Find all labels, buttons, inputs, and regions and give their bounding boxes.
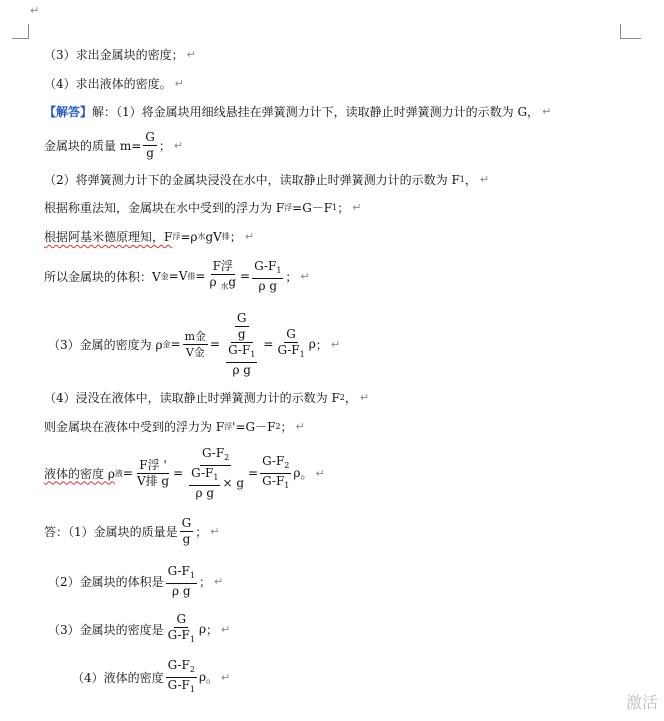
answer-3-label: （3）金属块的密度是: [48, 622, 164, 637]
solution-tag: 【解答】: [44, 105, 93, 119]
solution-intro-line: [44, 103, 551, 120]
step-2-line: （2）将弹簧测力计下的金属块浸没在水中，读取静止时弹簧测力计的示数为 F 1 ， ↵: [44, 173, 490, 187]
answer-1-fraction: $\frac{G}{g}$: [181, 515, 192, 546]
archimedes-text: 根据阿基米德原理知，F: [44, 230, 173, 244]
answer-3-line: （3）金属块的密度是 $\frac{G}{G-F_1}$ ρ ； ↵: [48, 611, 231, 644]
paragraph-mark: ↵: [221, 670, 231, 684]
metal-density-line: （3）金属的密度为 ρ 金 = $\frac{\text{m金}}{\text{V金}}$ = $\frac{\frac{G}{g}}{\frac{G-F_1}{\text{ρ g}}}$ = $\frac{G}{G-F_1}$ ρ ； ↵: [48, 310, 341, 377]
answer-4-fraction: $\frac{G-F_2}{G-F_1}$: [167, 657, 195, 694]
mass-fraction: $\frac{G}{g}$: [145, 129, 155, 160]
paragraph-mark: ↵: [359, 391, 370, 404]
paragraph-mark: ↵: [300, 269, 310, 283]
step-4-line: （4）浸没在液体中，读取静止时弹簧测力计的示数为 F 2 ， ↵: [44, 391, 370, 405]
answer-2-line: （2）金属块的体积是 $\frac{G-F_1}{\text{ρ g}}$ ； ↵: [48, 563, 224, 598]
buoyancy-liquid-line: 则金属块在液体中受到的浮力为 F 浮 '=G－F 2 ； ↵: [44, 420, 305, 434]
step-2-text: （2）将弹簧测力计下的金属块浸没在水中，读取静止时弹簧测力计的示数为 F: [44, 173, 460, 187]
answer-4-label: （4）液体的密度: [72, 670, 164, 685]
paragraph-mark: ↵: [186, 48, 196, 61]
answer-1-label: 答：（1）金属块的质量是: [44, 524, 178, 539]
question-3-text: （3）求出金属块的密度；: [44, 48, 184, 62]
paragraph-mark: ↵: [174, 77, 184, 90]
answer-4-line: （4）液体的密度 $\frac{G-F_2}{G-F_1}$ ρ 。 ↵: [72, 657, 231, 694]
paragraph-mark: ↵: [479, 173, 490, 186]
paragraph-mark: ↵: [352, 201, 362, 214]
solution-intro-text: 解：（1）将金属块用细线悬挂在弹簧测力计下，读取静止时弹簧测力计的示数为 G，: [92, 105, 540, 119]
answer-3-fraction: $\frac{G}{G-F_1}$: [167, 611, 195, 644]
paragraph-mark: ↵: [210, 524, 220, 538]
archimedes-line: 根据阿基米德原理知，F 浮 =ρ 水 gV 排 ； ↵: [44, 229, 255, 244]
mass-line: 金属块的质量 m= $\frac{G}{g}$ ； ↵: [44, 129, 184, 160]
paragraph-mark: ↵: [542, 105, 552, 118]
activation-watermark: 激活: [626, 693, 659, 712]
paragraph-mark: ↵: [330, 337, 341, 351]
paragraph-mark: ↵: [244, 230, 255, 243]
liquid-density-line: 液体的密度 ρ 液 = $\frac{\text{F浮 '}}{\text{V排 g}}$ = $G-F_2$ $\frac{G-F_1}{\text{ρ g}}$ × g = $\frac{G-F_2}{G-F_1}$ ρ 。 ↵: [44, 445, 325, 500]
density-result-fraction: $\frac{G}{G-F_1}$: [277, 326, 305, 359]
question-4-line: [44, 75, 184, 92]
page-corner-marker-top-left: [12, 24, 29, 39]
liquid-result-fraction: $\frac{G-F_2}{G-F_1}$: [262, 453, 290, 490]
paragraph-mark: ↵: [315, 466, 325, 480]
density-fraction-m-v: $\frac{\text{m金}}{\text{V金}}$: [184, 329, 207, 359]
paragraph-mark: ↵: [213, 574, 224, 588]
paragraph-mark: ↵: [221, 622, 231, 636]
liquid-density-label: 液体的密度 ρ: [44, 466, 115, 481]
paragraph-mark: ↵: [173, 138, 184, 152]
page-corner-marker-top-right: [620, 24, 641, 39]
question-4-text: （4）求出液体的密度。: [44, 77, 172, 91]
volume-fraction-2: $\frac{G-F_1}{\text{ρ g}}$: [254, 258, 282, 293]
mass-label: 金属块的质量 m=: [44, 138, 142, 153]
paragraph-mark-top: ↵: [30, 4, 40, 17]
paragraph-mark: ↵: [295, 420, 305, 433]
density-compound-fraction: $\frac{\frac{G}{g}}{\frac{G-F_1}{\text{ρ g}}}$: [228, 310, 256, 377]
buoyancy-water-line: 根据称重法知，金属块在水中受到的浮力为 F 浮 =G－F 1 ； ↵: [44, 201, 362, 215]
volume-line: 所以金属块的体积：V 金 = V 排 = $\frac{\text{F浮}}{\rho _水g}$ = $\frac{G-F_1}{\text{ρ g}}$ ； ↵: [44, 258, 310, 293]
answer-2-fraction: $\frac{G-F_1}{\text{ρ g}}$: [167, 563, 195, 598]
answer-2-label: （2）金属块的体积是: [48, 574, 164, 589]
volume-label: 所以金属块的体积：V: [44, 269, 161, 284]
buoyancy-liquid-text: 则金属块在液体中受到的浮力为 F: [44, 420, 225, 434]
buoyancy-water-text: 根据称重法知，金属块在水中受到的浮力为 F: [44, 201, 285, 215]
liquid-fraction-f-v: $\frac{\text{F浮 '}}{\text{V排 g}}$: [136, 457, 170, 488]
answer-1-line: 答：（1）金属块的质量是 $\frac{G}{g}$ ； ↵: [44, 515, 220, 546]
metal-density-label: （3）金属的密度为 ρ: [48, 337, 163, 352]
question-3-line: [44, 46, 196, 63]
volume-fraction-1: $\frac{\text{F浮}}{\rho _水g}$: [209, 258, 237, 291]
liquid-compound-fraction: $G-F_2$ $\frac{G-F_1}{\text{ρ g}}$ × g: [191, 445, 245, 500]
step-4-text: （4）浸没在液体中，读取静止时弹簧测力计的示数为 F: [44, 391, 340, 405]
